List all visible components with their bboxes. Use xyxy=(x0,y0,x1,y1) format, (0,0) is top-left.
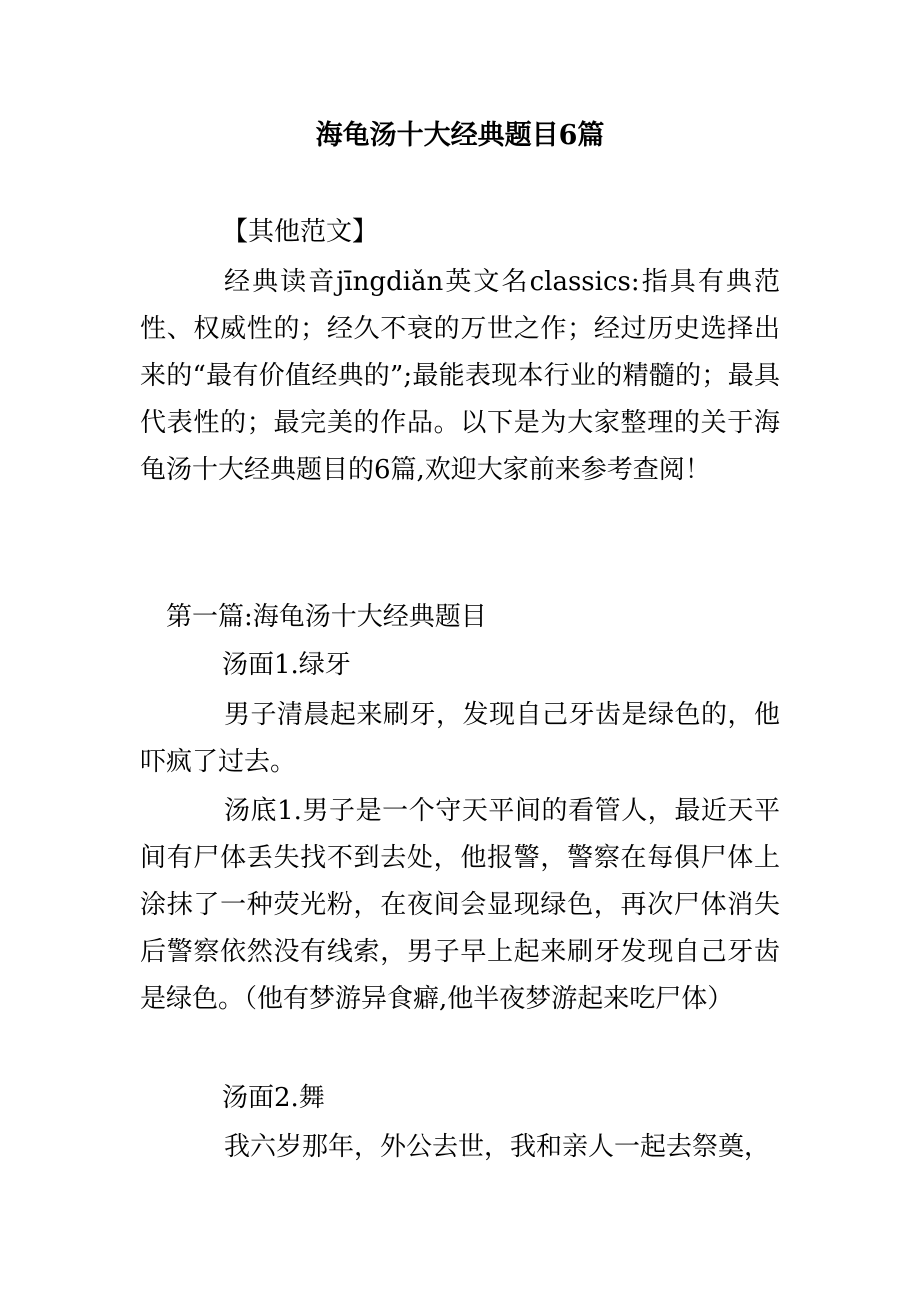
soup-surface-2-paragraph: 我六岁那年，外公去世，我和亲人一起去祭奠， xyxy=(224,1132,771,1162)
soup-surface-1-paragraph: 男子清晨起来刷牙，发现自己牙齿是绿色的，他吓疯了过去。 xyxy=(140,700,780,777)
document-title: 海龟汤十大经典题目6篇 xyxy=(315,120,605,151)
soup-surface-1-label: 汤面1.绿牙 xyxy=(222,650,351,680)
intro-paragraph: 经典读音jīngdiǎn英文名classics:指具有典范性、权威性的；经久不衰的万世之作；经过历史选择出来的“最有价值经典的”;最能表现本行业的精髓的；最具代表性的；最完美的作品。以下是为大家整理的关于海龟汤十大经典题目的6篇,欢迎大家前来参考查阅！ xyxy=(140,267,780,485)
soup-surface-2-label: 汤面2.舞 xyxy=(222,1083,325,1113)
soup-bottom-1-paragraph: 汤底1.男子是一个守天平间的看管人，最近天平间有尸体丢失找不到去处，他报警，警察在每俱尸体上涂抹了一种荧光粉，在夜间会显现绿色，再次尸体消失后警察依然没有线索，男子早上起来刷牙发现自己牙齿是绿色。（他有梦游异食癖,他半夜梦游起来吃尸体） xyxy=(140,796,780,1014)
section-heading: 第一篇:海龟汤十大经典题目 xyxy=(166,602,487,632)
other-essays-label: 【其他范文】 xyxy=(222,217,379,247)
